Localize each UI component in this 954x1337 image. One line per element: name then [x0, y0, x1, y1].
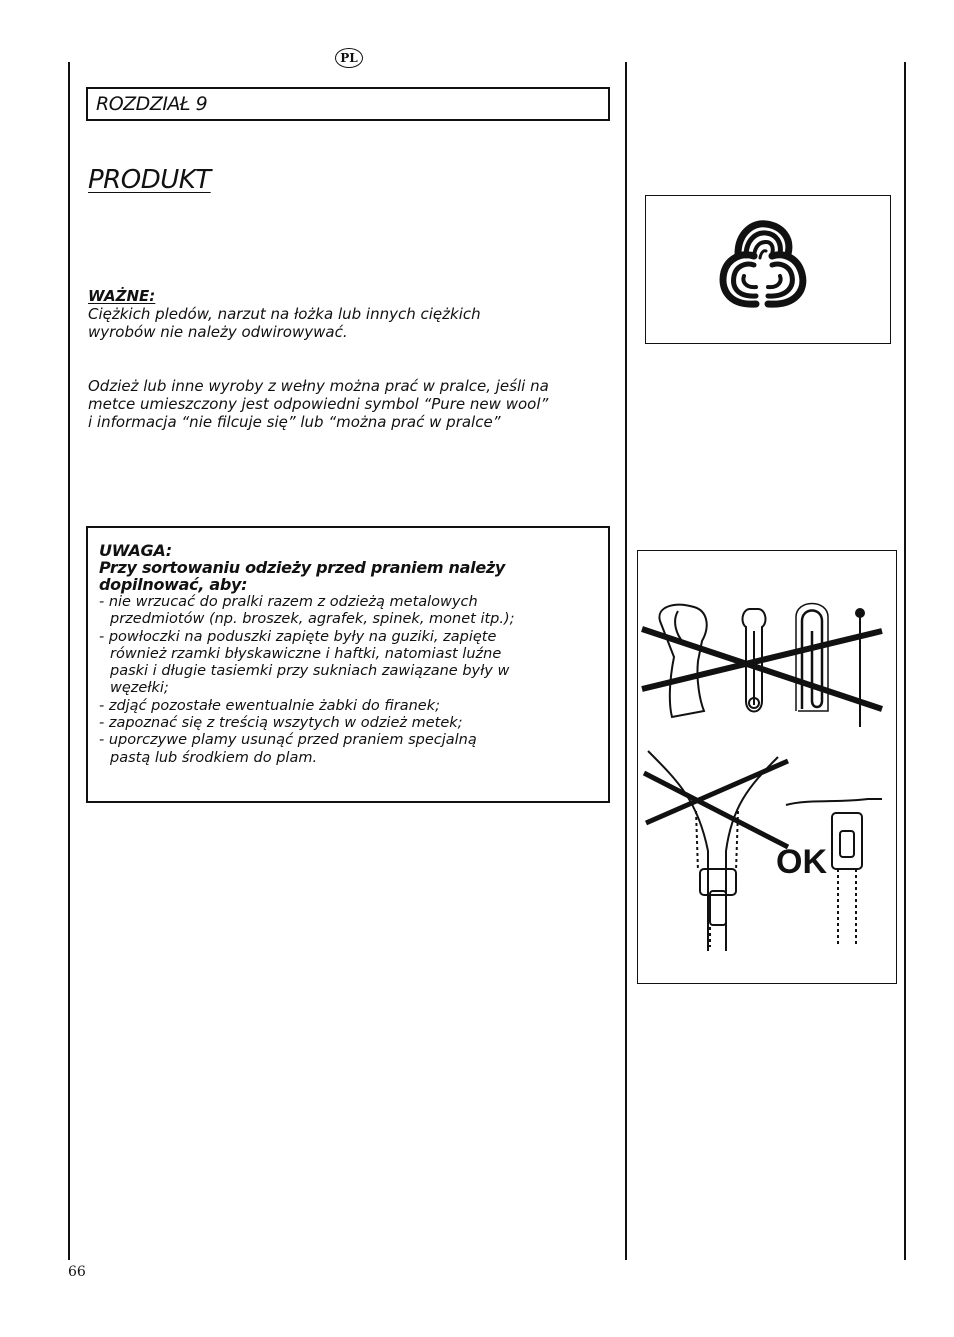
list-item-line: pastą lub środkiem do plam. [110, 749, 318, 766]
list-item-line: również rzamki błyskawiczne i haftki, natomiast luźne [110, 645, 502, 662]
list-item-line: - zapoznać się z treścią wszytych w odzież metek; [99, 715, 463, 732]
important-line: wyrobów nie należy odwirowywać. [88, 323, 348, 341]
list-item-line: paski i długie tasiemki przy sukniach zawiązane były w [110, 663, 510, 680]
list-item [99, 715, 608, 732]
language-badge: PL [335, 48, 363, 68]
wool-mark-figure [645, 195, 891, 344]
fasteners-figure [637, 550, 897, 984]
list-item-line: - uporczywe plamy usunąć przed praniem specjalną [99, 732, 477, 749]
list-item-line: węzełki; [110, 680, 169, 697]
list-item-line: - powłoczki na poduszki zapięte były na guziki, zapięte [99, 628, 497, 645]
important-heading: WAŻNE: [88, 287, 156, 305]
wool-mark-icon [646, 196, 889, 342]
curtain-clip-icon [659, 605, 706, 717]
note-intro-line: dopilnować, aby: [99, 575, 248, 594]
wool-line: i informacja “nie filcuje się” lub “można prać w pralce” [88, 413, 501, 431]
wool-paragraph [88, 377, 618, 431]
left-margin-rule [68, 62, 70, 1260]
list-item-line: - zdjąć pozostałe ewentualnie żabki do firanek; [99, 697, 440, 714]
open-zipper-icon [648, 751, 778, 951]
column-divider-rule [625, 62, 627, 1260]
list-item-line: - nie wrzucać do pralki razem z odzieżą metalowych [99, 594, 478, 610]
list-item [99, 594, 608, 629]
wool-line: Odzież lub inne wyroby z wełny można prać w pralce, jeśli na [88, 377, 549, 395]
list-item [99, 629, 608, 698]
note-intro-line: Przy sortowaniu odzieży przed praniem należy [99, 558, 506, 577]
page-number: 66 [68, 1264, 86, 1280]
wool-line: metce umieszczony jest odpowiedni symbol “Pure new wool” [88, 395, 549, 413]
sorting-note-box [86, 526, 610, 803]
paper-clip-icon [802, 611, 822, 710]
important-line: Ciężkich pledów, narzut na łożka lub innych ciężkich [88, 305, 481, 323]
fasteners-illustration [638, 551, 895, 982]
list-item [99, 732, 608, 767]
list-item [99, 698, 608, 715]
note-list [99, 594, 608, 767]
chapter-heading: ROZDZIAŁ 9 [86, 87, 610, 121]
note-heading: UWAGA: [99, 541, 172, 560]
important-notice [88, 287, 608, 341]
closed-zipper-icon [786, 799, 882, 805]
list-item-line: przedmiotów (np. broszek, agrafek, spinek, monet itp.); [110, 611, 515, 628]
section-title: PRODUKT [88, 165, 211, 195]
right-margin-rule [904, 62, 906, 1260]
ok-label: OK [776, 843, 827, 881]
